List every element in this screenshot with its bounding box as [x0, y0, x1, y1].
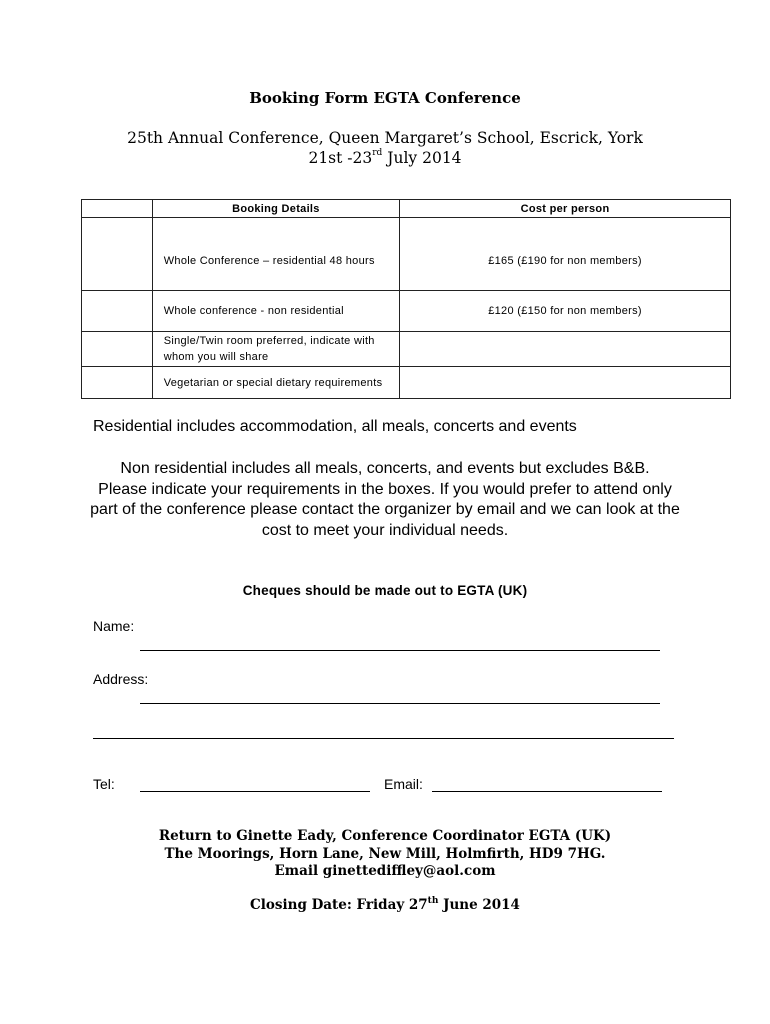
address-field-line2[interactable] — [93, 738, 674, 739]
non-residential-note: Non residential includes all meals, concerts, and events but excludes B&B. — [120, 460, 650, 477]
table-row — [82, 367, 731, 399]
booking-detail-cell: Single/Twin room preferred, indicate with whom you will share — [152, 332, 399, 367]
table-header-cost: Cost per person — [400, 200, 731, 218]
dates-prefix: 21st -23 — [308, 149, 373, 167]
cost-cell: £165 (£190 for non members) — [400, 218, 731, 291]
closing-prefix: Closing Date: Friday 27 — [250, 897, 428, 913]
selection-box[interactable] — [82, 218, 153, 291]
dates-suffix: July 2014 — [382, 149, 462, 167]
return-address-line2: The Moorings, Horn Lane, New Mill, Holmfirth, HD9 7HG. — [164, 846, 606, 862]
name-field[interactable] — [140, 650, 660, 651]
selection-box[interactable] — [82, 332, 153, 367]
return-email: Email ginettediffley@aol.com — [274, 863, 496, 879]
return-address-line1: Return to Ginette Eady, Conference Coordinator EGTA (UK) — [158, 828, 612, 844]
closing-suffix: June 2014 — [438, 897, 520, 913]
dates-superscript: rd — [372, 148, 383, 158]
table-row — [82, 291, 731, 332]
selection-box[interactable] — [82, 367, 153, 399]
closing-date — [0, 897, 770, 913]
selection-box[interactable] — [82, 291, 153, 332]
booking-detail-cell: Whole conference - non residential — [152, 291, 399, 332]
address-label: Address: — [93, 671, 149, 687]
residential-note: Residential includes accommodation, all meals, concerts and events — [93, 418, 577, 435]
table-header-row — [82, 200, 731, 218]
email-label: Email: — [384, 776, 423, 792]
table-header-booking-details: Booking Details — [152, 200, 399, 218]
closing-superscript: th — [427, 896, 439, 906]
table-row — [82, 218, 731, 291]
conference-subtitle: 25th Annual Conference, Queen Margaret’s School, Escrick, York — [127, 129, 643, 147]
booking-detail-cell: Whole Conference – residential 48 hours — [152, 218, 399, 291]
cost-cell[interactable] — [400, 367, 731, 399]
address-field-line1[interactable] — [140, 703, 660, 704]
table-row — [82, 332, 731, 367]
table-header-checkbox-col — [82, 200, 153, 218]
name-label: Name: — [93, 618, 135, 634]
tel-field[interactable] — [140, 791, 370, 792]
requirements-block — [90, 459, 680, 542]
requirements-note: Please indicate your requirements in the boxes. If you would prefer to attend only part of the conference please contact the organizer by email and we can look at the cost to meet your individual needs. — [90, 480, 680, 540]
email-field[interactable] — [432, 791, 662, 792]
booking-detail-cell: Vegetarian or special dietary requirements — [152, 367, 399, 399]
booking-table — [81, 199, 731, 399]
tel-label: Tel: — [93, 776, 115, 792]
cheques-note: Cheques should be made out to EGTA (UK) — [242, 583, 528, 598]
cost-cell[interactable] — [400, 332, 731, 367]
form-title: Booking Form EGTA Conference — [249, 89, 521, 107]
cost-cell: £120 (£150 for non members) — [400, 291, 731, 332]
conference-dates — [0, 149, 770, 167]
